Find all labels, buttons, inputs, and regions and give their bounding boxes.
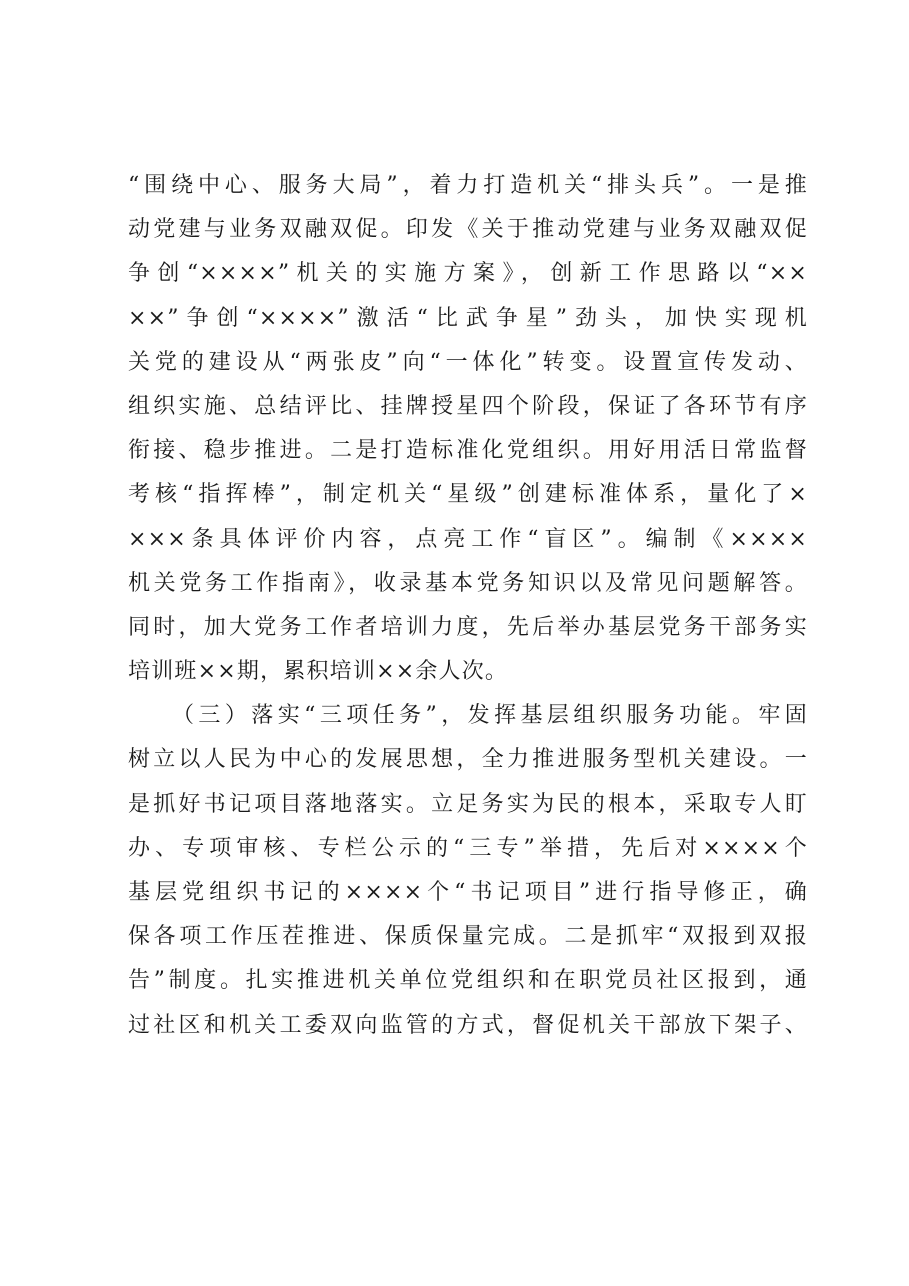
text-line: 告”制度。扎实推进机关单位党组织和在职党员社区报到，通 [128, 968, 808, 994]
text-line: 办、专项审核、专栏公示的“三专”举措，先后对××××个 [128, 835, 808, 861]
text-line: 考核“指挥棒”，制定机关“星级”创建标准体系，量化了× [128, 482, 808, 508]
paragraph [128, 164, 808, 694]
text-line: 动党建与业务双融双促。印发《关于推动党建与业务双融双促 [128, 217, 808, 243]
text-line: “围绕中心、服务大局”，着力打造机关“排头兵”。一是推 [128, 173, 808, 198]
text-line: 同时，加大党务工作者培训力度，先后举办基层党务干部务实 [128, 614, 808, 640]
text-line: 机关党务工作指南》，收录基本党务知识以及常见问题解答。 [128, 570, 808, 596]
text-line: 培训班××期，累积培训××余人次。 [128, 659, 509, 685]
text-line: ×××条具体评价内容，点亮工作“盲区”。编制《×××× [128, 526, 808, 552]
text-line: 关党的建设从“两张皮”向“一体化”转变。设置宣传发动、 [128, 349, 808, 375]
text-line: 树立以人民为中心的发展思想，全力推进服务型机关建设。一 [128, 747, 808, 773]
text-line: 保各项工作压茬推进、保质保量完成。二是抓牢“双报到双报 [128, 924, 808, 950]
text-line: 基层党组织书记的××××个“书记项目”进行指导修正，确 [128, 880, 808, 905]
text-line: （三）落实“三项任务”，发挥基层组织服务功能。牢固 [172, 703, 808, 729]
text-line: ××”争创“××××”激活“比武争星”劲头，加快实现机 [128, 305, 808, 331]
text-line: 争创“××××”机关的实施方案》，创新工作思路以“×× [128, 261, 808, 287]
text-line: 是抓好书记项目落地落实。立足务实为民的根本，采取专人盯 [128, 791, 808, 817]
paragraph [128, 694, 808, 1048]
text-line: 衔接、稳步推进。二是打造标准化党组织。用好用活日常监督 [128, 438, 808, 464]
body-text [128, 164, 808, 1048]
text-line: 过社区和机关工委双向监管的方式，督促机关干部放下架子、 [128, 1012, 808, 1038]
text-line: 组织实施、总结评比、挂牌授星四个阶段，保证了各环节有序 [128, 393, 808, 419]
